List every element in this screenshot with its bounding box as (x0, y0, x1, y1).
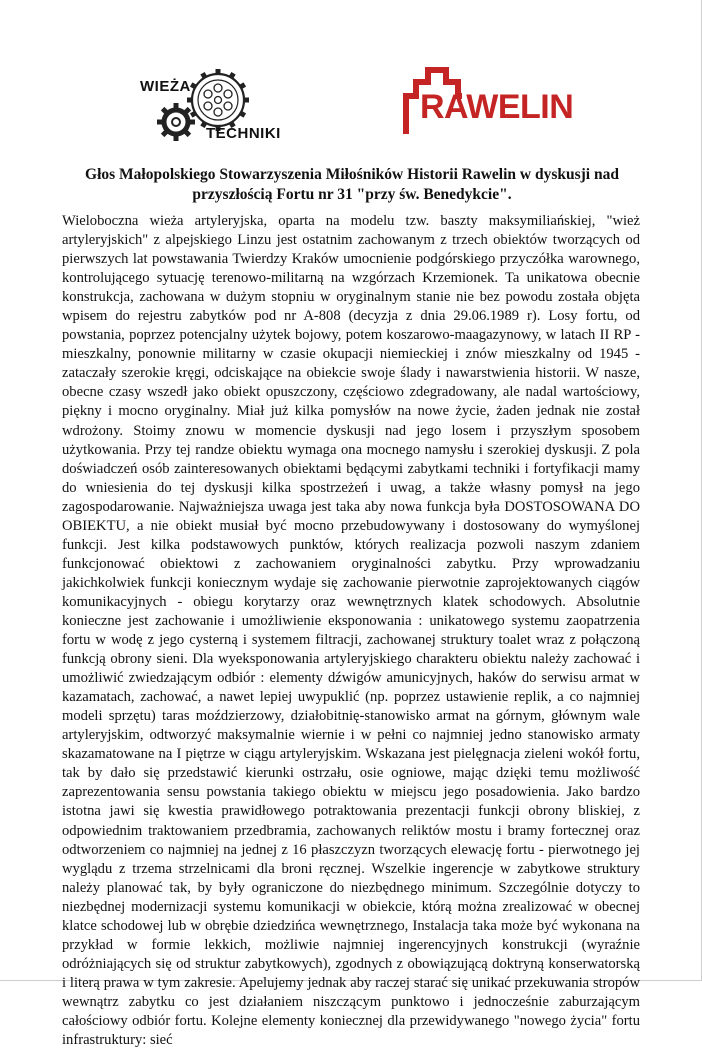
body-paragraph: Wieloboczna wieża artyleryjska, oparta na modelu tzw. baszty maksymiliańskiej, "wież artyleryjskich" z alpejskiego Linzu jest ostatnim zachowanym z trzech obiektów tworzących od pierwszych lat powstawania Twierdzy Kraków umocnienie podgórskiego przyczółka warownego, kontrolującego sytuację terenowo-militarną na wzgórzach Krzemionek. Ta unikatowa obecnie konstrukcja, zachowana w dużym stopniu w oryginalnym stanie nie bez powodu została objęta wpisem do rejestru zabytków pod nr A-808 (decyzja z dnia 29.06.1989 r). Losy fortu, od powstania, poprzez potencjalny użytek bojowy, potem koszarowo-maagazynowy, w latach II RP - mieszkalny, ponownie militarny w czasie okupacji niemieckiej i znów mieszkalny od 1945 - zataczały szerokie kręgi, odciskające na obiekcie swoje ślady i nawarstwienia historii. W nasze, obecne czasy wszedł jako obiekt opuszczony, częściowo zdegradowany, ale nadal wartościowy, piękny i mocno oryginalny. Miał już kilka pomysłów na nowe życie, żaden jednak nie został wdrożony. Stoimy znowu w momencie dyskusji nad jego losem i przyszłym sposobem użytkowania. Przy tej randze obiektu wymaga ona mocnego namysłu i szerokiej dyskusji. Z pola doświadczeń osób zainteresowanych obiektami będącymi zabytkami techniki i fortyfikacji mamy do wniesienia do tej dyskusji kilka spostrzeżeń i uwag, a także własny pomysł na jego zagospodarowanie. Najważniejsza uwaga jest taka aby nowa funkcja była DOSTOSOWANA DO OBIEKTU, a nie obiekt musiał być mocno przebudowywany i dostosowany do wymyślonej funkcji. Jest kilka podstawowych punktów, których realizacja pozwoli naszym zdaniem funkcjonować obiektowi z zachowaniem oryginalności zabytku. Przy wprowadzaniu jakichkolwiek funkcji koniecznym wydaje się zachowanie pierwotnie zaprojektowanych ciągów komunikacyjnych - obiegu korytarzy oraz wewnętrznych klatek schodowych. Absolutnie konieczne jest zachowanie i umożliwienie eksponowania : unikatowego systemu zaopatrzenia fortu w wodę z jego cysterną i systemem filtracji, zachowanej struktury toalet wraz z połączoną funkcją obrony sieni. Dla wyeksponowania artyleryjskiego charakteru obiektu należy zachować i umożliwić zwiedzającym odbiór : elementy dźwigów amunicyjnych, haków do serwisu armat w kazamatach, zachować, a nawet lepiej uwypuklić (np. poprzez ustawienie replik, a co najmniej modeli sprzętu) taras moździerzowy, działobitnię-stanowisko armat na górnym, głównym wale artyleryjskim, odtworzyć maksymalnie wiernie i w pełni co najmniej jedno stanowisko armaty skazamatowane na I piętrze w ciągu artyleryjskim. Wskazana jest pielęgnacja zieleni wokół fortu, tak by dało się przedstawić kierunki ostrzału, osie ogniowe, mając dzięki temu możliwość zaprezentowania sensu powstania takiego obiektu w miejscu jego posadowienia. Jako bardzo istotna jawi się kwestia prawidłowego potraktowania prezentacji funkcji obrony bliskiej, z odpowiednim traktowaniem przedbramia, zachowanych reliktów mostu i bramy fortecznej oraz odtworzeniem co najmniej na jednej z 16 płaszczyzn tworzących elewację fortu - pierwotnego jej wyglądu z trzema strzelnicami dla broni ręcznej. Wszelkie ingerencje w zabytkowe struktury należy planować tak, by były ograniczone do niezbędnego minimum. Szczególnie dotyczy to niezbędnej modernizacji systemu komunikacji w obiekcie, którą można zrealizować w obecnej klatce schodowej lub w obrębie dziedzińca wewnętrznego, Instalacja taka może być wykonana na przykład w formie lekkich, możliwie najmniej ingerencyjnych konstrukcji (wyraźnie odróżniających się od struktur zabytkowych), zgodnych z obowiązującą doktryną konserwatorską i literą prawa w tym zakresie. Apelujemy jednak aby raczej starać się unikać przekuwania stropów wewnątrz zabytku co jest działaniem niszczącym punktowo i jednocześnie zaburzającym całościowy odbiór fortu. Kolejne elementy koniecznej dla przewidywanego "nowego życia" fortu infrastruktury: sieć (62, 213, 640, 1049)
logo-text-rawelin: RAWELIN (420, 88, 574, 126)
document-title: Głos Małopolskiego Stowarzyszenia Miłośników Historii Rawelin w dyskusji nad przyszłością Fortu nr 31 "przy św. Benedykcie". (85, 166, 619, 203)
rawelin-logo (402, 62, 572, 142)
wieza-techniki-logo (130, 62, 290, 152)
logo-text-techniki: TECHNIKI (206, 125, 281, 142)
logo-text-wieza: WIEŻA (140, 78, 191, 95)
